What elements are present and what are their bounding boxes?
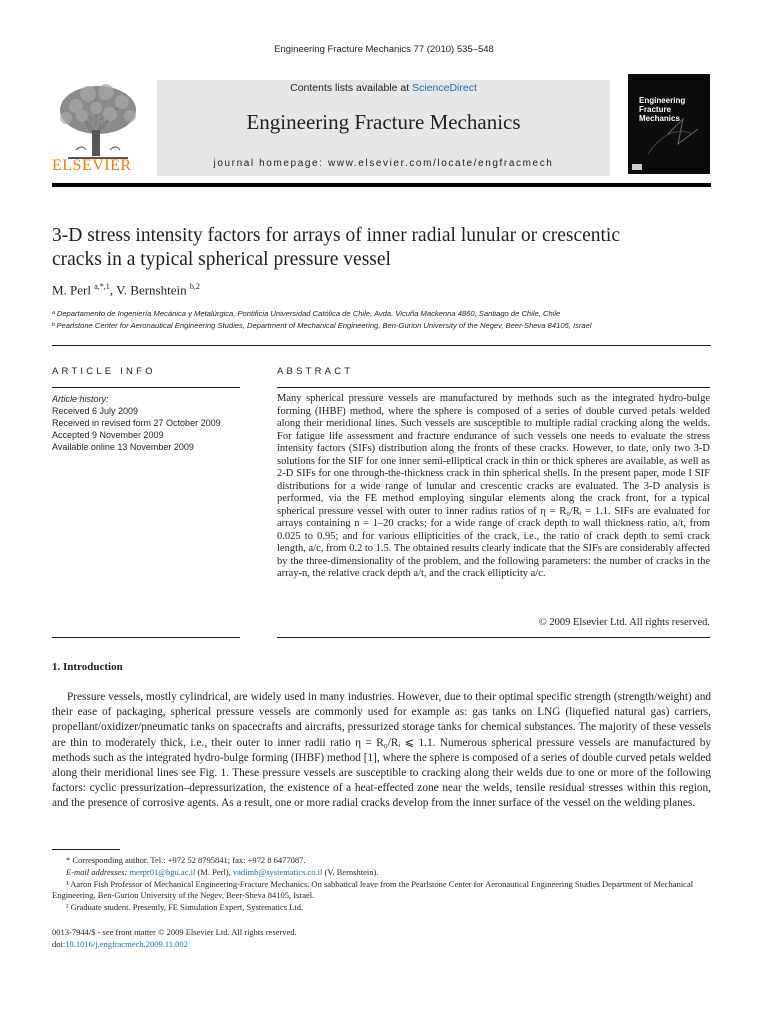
abstract-copyright: © 2009 Elsevier Ltd. All rights reserved.: [538, 617, 710, 628]
history-label: Article history:: [52, 394, 109, 404]
introduction-body: [52, 690, 711, 812]
contents-prefix: Contents lists available at: [290, 82, 413, 94]
cover-title: Engineering Fracture Mechanics: [639, 96, 686, 123]
introduction-heading: 1. Introduction: [52, 661, 123, 673]
affiliation-b: ᵇ Pearlstone Center for Aeronautical Engineering Studies, Department of Mechanical Engineering, Ben-Gurion University of the Negev, Beer-Sheva 84105, Israel: [52, 321, 592, 330]
email-perl-link[interactable]: merpr01@bgu.ac.il: [129, 866, 196, 877]
footnote-1: ¹ Aaron Fish Professor of Mechanical Engineering-Fracture Mechanics. On sabbatical leave from the Pearlstone Center for Aeronautical Engineering Studies Department of Mechanical Engineering, Ben-Gurion University of the Negev, Beer-Sheva 84105, Israel.: [52, 878, 694, 901]
affiliation-rule: [52, 345, 711, 346]
article-info-bottom-rule: [52, 637, 240, 638]
footnote-emails: [52, 867, 711, 879]
history-online: Available online 13 November 2009: [52, 442, 194, 452]
history-received: Received 6 July 2009: [52, 406, 139, 416]
front-matter: [52, 927, 297, 950]
history-revised: Received in revised form 27 October 2009: [52, 418, 221, 428]
author-perl-marks: a,*,1: [94, 282, 110, 291]
title-line-2: cracks in a typical spherical pressure vessel: [52, 249, 391, 270]
abstract-heading: ABSTRACT: [277, 366, 354, 377]
cover-crack-graphic-icon: [628, 74, 710, 174]
footnote-corresponding: * Corresponding author. Tel.: +972 52 8795841; fax: +972 8 6477087.: [66, 855, 306, 865]
article-info-heading: ARTICLE INFO: [52, 366, 156, 377]
author-separator: ,: [109, 282, 117, 298]
introduction-paragraph: Pressure vessels, mostly cylindrical, are widely used in many industries. However, due to their optimal specific strength (strength/weight) and their ease of packaging, spherical pressure vessels are commonly used for example as: gas tanks on LNG (liquefied natural gas) carriers, propellant/oxidizer/pneumatic tanks on spacecrafts and aircrafts, pressurized storage tanks for chemical substances. The majority of these vessels are thin to moderately thick, i.e., their outer to inner radii ratio η = R₀/Rᵢ ⩽ 1.1. Numerous spherical pressure vessels are manufactured by methods such as the integrated hydro-bulge forming (IHBF) method [1], where the sphere is composed of a series of double curved petals welded along their meridional lines see Fig. 1. These pressure vessels are susceptible to cracking along their welds due to one or more of the following factors: cyclic pressurization–depressurization, the existence of a heat-effected zone near the welds, tensile residual stresses within this region, and the presence of corrosive agents. As a result, one or more radial cracks develop from the inner surface of the vessel on the welding planes.: [52, 691, 711, 810]
affiliation-a: ᵃ Departamento de Ingeniería Mecánica y Metalúrgica, Pontificia Universidad Católica de Chile, Avda. Vicuña Mackenna 4860, Santiago de Chile, Chile: [52, 309, 561, 318]
author-bernshtein[interactable]: V. Bernshtein: [116, 282, 187, 298]
doi-link[interactable]: 10.1016/j.engfracmech.2009.11.002: [65, 938, 188, 949]
email-label: E-mail addresses:: [66, 866, 128, 877]
author-bernshtein-marks: b,2: [189, 282, 200, 291]
title-line-1: 3-D stress intensity factors for arrays of inner radial lunular or crescentic: [52, 225, 620, 246]
header-rule: [52, 183, 711, 187]
email-bernshtein-link[interactable]: vadimb@systematics.co.il: [232, 866, 323, 877]
journal-title: Engineering Fracture Mechanics: [246, 110, 521, 134]
article-title: [52, 224, 722, 272]
contents-line: [157, 82, 610, 94]
publisher-wordmark: ELSEVIER: [52, 157, 132, 174]
doi-line: [52, 939, 297, 951]
history-accepted: Accepted 9 November 2009: [52, 430, 164, 440]
sciencedirect-link[interactable]: ScienceDirect: [412, 82, 477, 94]
email-perl-owner: (M. Perl),: [195, 866, 233, 877]
footnote-2: ² Graduate student. Presently, FE Simulation Expert, Systematics Ltd.: [66, 902, 304, 913]
doi-label: doi:: [52, 938, 66, 949]
cover-publisher-mark: [632, 164, 642, 170]
article-history: [52, 393, 240, 453]
author-perl[interactable]: M. Perl: [52, 282, 91, 298]
author-list: [52, 282, 200, 298]
footnotes: [52, 855, 711, 914]
footnote-rule: [52, 849, 120, 850]
abstract-rule: [277, 387, 710, 388]
running-head: Engineering Fracture Mechanics 77 (2010) 535–548: [274, 44, 494, 55]
issn-line: 0013-7944/$ - see front matter © 2009 Elsevier Ltd. All rights reserved.: [52, 927, 297, 937]
journal-cover-thumbnail: [628, 74, 710, 174]
article-info-rule: [52, 387, 240, 388]
abstract-text: Many spherical pressure vessels are manufactured by methods such as the integrated hydro-bulge forming (IHBF) method, where the sphere is composed of a series of double curved petals welded along their meridional lines. Such vessels are susceptible to multiple radial cracking along the welds. For fatigue life assessment and fracture endurance of such vessels one needs to evaluate the stress intensity factors (SIFs) distribution along the fronts of these cracks. However, to date, only two 3-D solutions for the SIF for one inner semi-elliptical crack in thin or thick spheres are available, as well as 2-D SIFs for one through-the-thickness crack in thin spherical shells. In the present paper, mode I SIF distributions for a wide range of lunular and crescentic cracks are evaluated. The 3-D analysis is performed, via the FE method employing singular elements along the crack front, for a typical spherical pressure vessel with outer to inner radius ratios of η = R₀/Rᵢ = 1.1. SIFs are evaluated for arrays containing n = 1–20 cracks; for a wide range of crack depth to wall thickness ratio, a/t, from 0.025 to 0.95; and for various ellipticities of the crack, i.e., the ratio of crack depth to semi crack length, a/c, from 0.2 to 1.5. The obtained results clearly indicate that the SIFs are considerably affected by the three-dimensionality of the problem, and the following parameters: the number of cracks in the array-n, the relative crack depth a/t, and the crack ellipticity a/c.: [277, 393, 710, 579]
journal-homepage-link[interactable]: journal homepage: www.elsevier.com/locate/engfracmech: [213, 158, 554, 169]
abstract-bottom-rule: [277, 637, 710, 638]
email-bernshtein-owner: (V. Bernshtein).: [322, 866, 379, 877]
